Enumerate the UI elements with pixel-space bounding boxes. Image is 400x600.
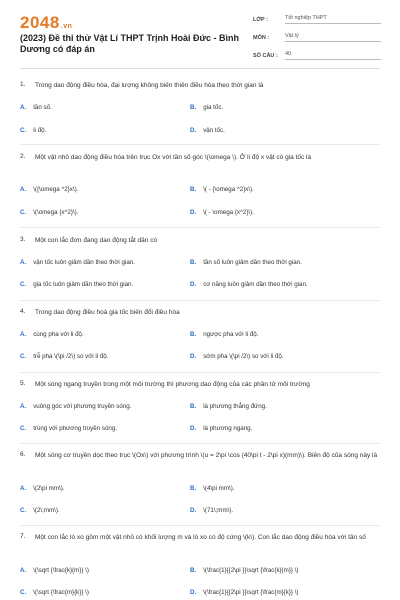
option-d[interactable]: D. sớm pha \(\pi /2\) so với li độ. <box>190 353 284 360</box>
option-c[interactable]: C. li độ. <box>20 127 47 134</box>
exam-meta <box>253 12 381 66</box>
question-4: 4. Trong dao động điều hoà gia tốc biến đổi điều hòa <box>20 308 382 318</box>
option-b[interactable]: B. \( - {\omega ^2}x\). <box>190 186 254 193</box>
question-divider <box>20 227 380 228</box>
question-5: 5. Một sóng ngang truyền trong một môi trường thì phương dao động của các phần tử môi trường <box>20 380 382 390</box>
option-a[interactable]: A. \({\omega ^2}x\). <box>20 186 79 193</box>
option-b[interactable]: B. tần số luôn giảm dần theo thời gian. <box>190 259 302 266</box>
question-text: Một con lắc đơn đang dao động tắt dần có <box>35 237 158 244</box>
option-a[interactable]: A. vuông góc với phương truyền sóng. <box>20 403 132 410</box>
option-b[interactable]: B. ngược pha với li độ. <box>190 331 259 338</box>
option-c[interactable]: C. trùng với phương truyền sóng. <box>20 425 117 432</box>
question-text: Trong dao động điều hoà gia tốc biến đổi điều hòa <box>35 309 180 316</box>
question-divider <box>20 525 380 526</box>
option-b[interactable]: B. là phương thẳng đứng. <box>190 403 267 410</box>
option-d[interactable]: D. là phương ngang. <box>190 425 253 432</box>
option-d[interactable]: D. \( - \omega {x^2}\). <box>190 209 254 216</box>
exam-title: (2023) Đề thi thử Vật Lí THPT Trịnh Hoài Đức - Bình Dương có đáp án <box>20 33 240 54</box>
option-a[interactable]: A. \(\sqrt {\frac{k}{m}} \) <box>20 567 89 574</box>
option-d[interactable]: D. \(\frac{1}{{2\pi }}\sqrt {\frac{m}{k}} \) <box>190 589 299 596</box>
question-6: 6. Một sóng cơ truyền dọc theo trục \(Ox\) với phương trình \(u = 2\pi \cos (40\pi t - 2\pi x)(mm)\). Biên độ của sóng này là <box>20 451 382 461</box>
option-c[interactable]: C. \(\sqrt {\frac{m}{k}} \) <box>20 589 89 596</box>
meta-subject: MÔN : Vật lý <box>253 30 381 45</box>
meta-class: LỚP : Tốt nghiệp THPT <box>253 12 381 27</box>
meta-question-count: SỐ CÂU : 40 <box>253 48 381 63</box>
question-1: 1. Trong dao động điều hòa, đại lượng không biến thiên điều hòa theo thời gian là <box>20 81 382 91</box>
option-d[interactable]: D. \(71\;mm\). <box>190 507 234 514</box>
option-a[interactable]: A. tần số. <box>20 104 52 111</box>
question-divider <box>20 443 380 444</box>
option-b[interactable]: B. \(\frac{1}{{2\pi }}\sqrt {\frac{k}{m}} \) <box>190 567 299 574</box>
site-logo[interactable]: 2048.vn <box>20 13 73 32</box>
option-a[interactable]: A. cùng pha với li độ. <box>20 331 84 338</box>
question-text: Một vật nhỏ dao động điều hòa trên trục Ox với tần số góc \(\omega \). Ở li độ x vật có gia tốc là <box>35 154 312 161</box>
option-b[interactable]: B. \(4\pi mm\). <box>190 485 235 492</box>
option-a[interactable]: A. vận tốc luôn giảm dần theo thời gian. <box>20 259 135 266</box>
question-divider <box>20 300 380 301</box>
option-d[interactable]: D. vận tốc. <box>190 127 225 134</box>
option-c[interactable]: C. gia tốc luôn giảm dần theo thời gian. <box>20 281 134 288</box>
question-text: Một sóng cơ truyền dọc theo trục \(Ox\) với phương trình \(u = 2\pi \cos (40\pi t - 2\pi x)(mm)\). Biên độ của sóng này là <box>35 452 378 459</box>
option-c[interactable]: C. trễ pha \(\pi /2\) so với li độ. <box>20 353 109 360</box>
option-c[interactable]: C. \(2\;mm\). <box>20 507 60 514</box>
option-b[interactable]: B. gia tốc. <box>190 104 224 111</box>
header-divider <box>20 68 380 69</box>
question-2: 2. Một vật nhỏ dao động điều hòa trên trục Ox với tần số góc \(\omega \). Ở li độ x vật có gia tốc là <box>20 153 382 163</box>
question-text: Một con lắc lò xo gồm một vật nhỏ có khối lượng m và lò xo có độ cứng \(k\). Con lắc dao động điều hòa với tần số <box>35 534 366 541</box>
question-7: 7. Một con lắc lò xo gồm một vật nhỏ có khối lượng m và lò xo có độ cứng \(k\). Con lắc dao động điều hòa với tần số <box>20 533 382 543</box>
question-divider <box>20 372 380 373</box>
question-text: Trong dao động điều hòa, đại lượng không biến thiên điều hòa theo thời gian là <box>35 82 264 89</box>
question-divider <box>20 144 380 145</box>
exam-header <box>0 0 400 68</box>
option-a[interactable]: A. \(2\pi mm\). <box>20 485 65 492</box>
option-c[interactable]: C. \(\omega {x^2}\). <box>20 209 79 216</box>
question-text: Một sóng ngang truyền trong một môi trường thì phương dao động của các phần tử môi trường <box>35 381 310 388</box>
question-3: 3. Một con lắc đơn đang dao động tắt dần có <box>20 236 382 246</box>
option-d[interactable]: D. cơ năng luôn giảm dần theo thời gian. <box>190 281 308 288</box>
